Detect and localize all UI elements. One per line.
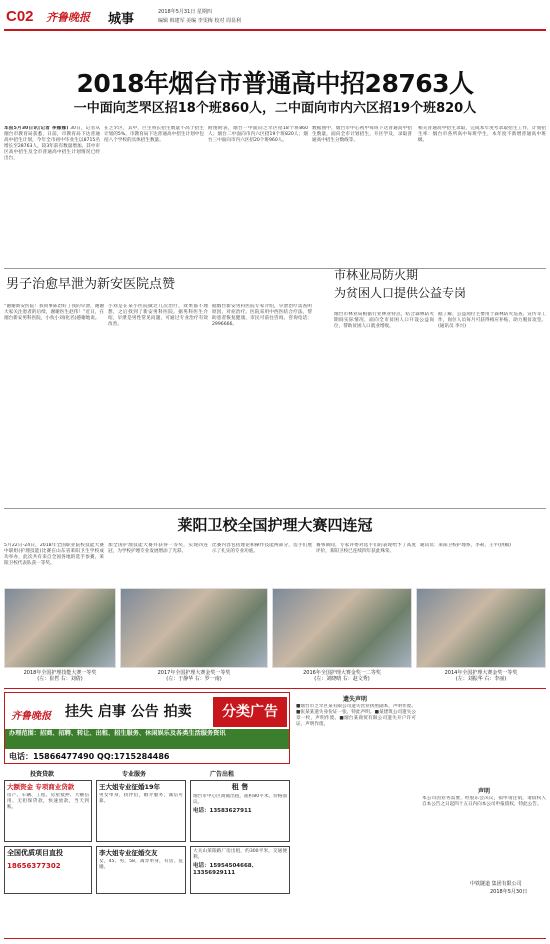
photo-award-2018 [4,588,116,668]
lead-headline: 2018年烟台市普通高中招28763人 [76,69,474,98]
category-label: 投资贷款 [30,771,55,778]
divider [4,508,546,509]
paper-logo: 齐鲁晚报 [11,711,51,722]
lead-col-4: 数据图中，烟台市中心初中每班下达普通高中招生数量，面向全市计划招生，开区学及，录取普通高中招生分数线等。 [312,126,412,144]
story4-col-3: 比赛内容包括理论和操作技能两部分，选手们展示了扎实的专业功底。 [212,543,312,555]
photo-award-2014 [416,588,546,668]
lead-col-1: 本报5月30日讯(记者 李娜娜) 30日，记者从烟台市教育局获悉，日前，市教育局下达普通高中招生计划，今年全市初中毕业生以8715名增长至28763人，较3年前有数量增加。其中市区高中招生及全市普通高中招生计划情况已经出台， [4,126,100,162]
ads-office: 办理范围：招商、招聘、转让、出租、招生服务、休闲娱乐及各类生活服务资讯 [5,729,289,749]
lead-byline: 本报5月30日讯(记者 李娜娜) [4,126,69,131]
category-label: 广告出租 [210,771,235,778]
ad-loan[interactable]: 大额资金 专项商业贷款 房产、车辆、工程、房屋抵押、大额信用、无担保贷款，快速放款，当天到账。 [4,780,92,842]
classified-header [4,692,290,764]
ad-dating[interactable]: 李大姐专业征婚交友 女，45、男，58，离异单身，有房，征婚。 [96,846,186,894]
story4-headline: 莱阳卫校全国护理大赛四连冠 [177,516,373,534]
lead-subhead: 一中面向芝罘区招18个班860人，二中面向市内六区招19个班820人 [73,101,477,116]
ad-rent[interactable]: 租 售 烟台市中心区商铺出租，面积80平米，价格面议。 电话：13583627911 [190,780,290,842]
story2-col-1: “谢谢新安医院！我同事陈治好了我的早泄，谢谢大家关注患者的后续，谢谢医生赵伟！”近日，在烟台新安男科医院，小伙小刘(化名)感谢地说。 [4,304,104,322]
story3-col-2: 据了解，公益岗位主要用于森林防火巡查、宣传等工作，岗位人员每月可获得相应补贴，助力脱贫攻坚。(通讯员 李兴) [438,312,546,330]
ad-matchmaking[interactable]: 王大姐专业征婚19年 男女单身，找伴侣，婚介服务，诚信可靠。 [96,780,186,842]
notices-text-2: 本公司因业务需要，经股东会决议，拟申请注销，请债权人自本公告之日起四十五日内向本公司申报债权，特此公告。 [422,796,546,808]
masthead [4,4,546,28]
masthead-rule [4,29,546,31]
photo-award-2016 [272,588,412,668]
photo-caption: 2018年全国护理技能大赛一等奖 (左：崔哲 右：刘倩) [23,670,97,682]
category-box: 分类广告 [213,697,287,727]
page-number: C02 [6,8,34,25]
section-name: 城事 [108,12,135,27]
lead-col-3: 附图附表，烟台一中面向芝罘区招18个班860人；烟台二中面向市内六区招19个班820人；烟台三中面向市内六区招20个班960人。 [208,126,308,144]
ad-factory[interactable]: 大关山莱阳路厂房出租，约300平米，交通便利。 电话：15954504668、13356929111 [190,846,290,894]
story4-col-5: 通讯员：莱阳卫校护理系，李莉、王平(供稿) [420,543,511,548]
photo-caption: 2016年全国护理大赛金奖一二等奖 (左：刘晓晴 右：赵文秀) [303,670,381,682]
paper-logo: 齐鲁晚报 [46,11,90,24]
story2-col-3: 据烟台新安男科医院专家介绍，早泄治疗需查明原因，对症治疗。医院采用中西医结合疗法，帮助患者恢复健康，市民可前往咨询。咨询电话：2996666。 [212,304,312,328]
divider [4,688,546,689]
category-label: 专业服务 [122,771,147,778]
lead-col-5: 相关普通高中招生录取，完成本年度考录取招生工作，计划招生率：烟台市各所高中每班学生，本年度不新增普通高中班级。 [418,126,546,144]
masthead-date: 2018年5月31日 星期四 [158,9,212,15]
photo-caption: 2017年全国护理大赛金奖一等奖 (左：于静华 右：罗一南) [157,670,231,682]
story2-headline: 男子治愈早泄为新安医院点赞 [6,277,176,292]
divider [4,268,546,269]
story3-headline-2: 为贫困人口提供公益专岗 [334,286,467,300]
masthead-editors: 编辑 韩建军 美编 李雯梅 校对 周显利 [158,18,241,24]
photo-award-2017 [120,588,268,668]
story3-headline-1: 市林业局防火期 [334,268,419,282]
ads-slogan: 挂失 启事 公告 拍卖 [65,704,192,720]
notices-heading-2: 声明 [477,788,490,795]
story4-col-1: 5月22日-24日，2018年全国职业院校技能大赛中职组(护理技能)比赛在山东省莱阳卫生学校成功举办，此次共有来自全国各地的选手参赛，莱阳卫校代表队获一等奖。 [4,543,104,567]
lead-col-2: 在芝罘区，其中，巨生将长招生数量不高于招生计划的5%，市教育局下达普通高中招生计划中包括八个学校的具体招生数量。 [104,126,204,144]
story4-col-2: 加全国护理技能大赛并获得一等奖，实现四连冠，为学校护理专业发展增添了光彩。 [108,543,208,555]
ads-phone: 电话：15866477490 QQ:1715284486 [9,752,170,761]
notice-date: 2018年5月30日 [490,889,528,895]
footer-rule [4,938,546,939]
ad-projects[interactable]: 全国优质项目直投 18656377302 [4,846,92,894]
photo-caption: 2014年全国护理大赛金奖一等奖 (左：刘振华 右：李丽) [444,670,518,682]
story2-col-2: 小刘是在某小医院做过几次治疗，效果都不理想，之后找到了新安男科医院。据男科医生介绍，早泄是男性常见问题，可通过专业治疗有效改善。 [108,304,208,328]
notices-heading: 遗失声明 [342,696,367,703]
notices-text: ■烟台市芝罘区某有限公司遗失营业执照副本，声明作废。■张某某遗失身份证一张，特此声明。■某建筑公司遗失公章一枚，声明作废。■烟台某商贸有限公司遗失开户许可证，声明作废。 [296,704,416,728]
story3-col-1: 烟台市林业局根据行业林业特点，结合森林防火期间实际情况，面向全市贫困人口开设公益岗位，帮助贫困人口就业增收。 [334,312,434,330]
notice-signature: 中铁隧道 集团有限公司 [470,881,522,887]
story4-col-4: 赛事期间，专家评委对选手们的表现给予了高度评价，莱阳卫校已连续四年获此殊荣。 [316,543,416,555]
